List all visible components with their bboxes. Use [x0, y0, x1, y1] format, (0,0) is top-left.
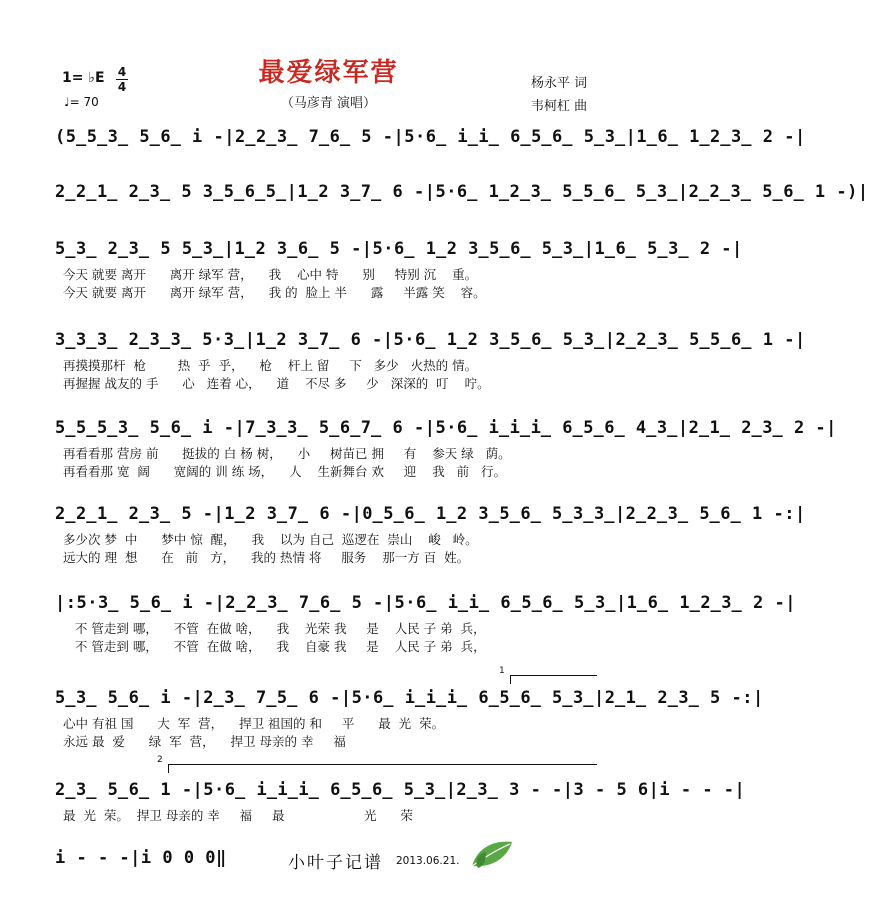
lyric-verse-2: 再握握 战友的 手 心 连着 心， 道 不尽 多 少 深深的 叮 咛。: [63, 376, 490, 391]
volta-bracket-2: 2: [168, 764, 597, 773]
notation-line: 5̲3̲ 5̲6̲ i -|2̲3̲ 7̲5̲ 6 -|5·6̲ i̲i̲i̲ 6̲5̲6̲ 5̲3̲|2̲1̲ 2̲3̲ 5 -:|: [55, 688, 764, 708]
score-row-2: [55, 182, 869, 242]
tempo-marking: ♩= 70: [64, 95, 99, 109]
notation-line: 2̲2̲1̲ 2̲3̲ 5 3̲5̲6̲5̲|1̲2 3̲7̲ 6 -|5·6̲ 1̲2̲3̲ 5̲5̲6̲ 5̲3̲|2̲2̲3̲ 5̲6̲ 1 -)|: [55, 182, 869, 202]
score-row-7: [55, 593, 796, 654]
score-row-8: [55, 688, 764, 749]
lyric-verse-1: 不 管走到 哪， 不管 在做 啥， 我 光荣 我 是 人民 子 弟 兵，: [63, 621, 486, 636]
score-row-9: [55, 780, 746, 840]
lyric-verse-2: 不 管走到 哪， 不管 在做 啥， 我 自豪 我 是 人民 子 弟 兵，: [63, 639, 486, 654]
lyric-verse-2: 今天 就要 离开 离开 绿军 营， 我 的 脸上 半 露 半露 笑 容。: [63, 285, 486, 300]
notation-line: (5̲5̲3̲ 5̲6̲ i -|2̲2̲3̲ 7̲6̲ 5 -|5·6̲ i̲i̲ 6̲5̲6̲ 5̲3̲|1̲6̲ 1̲2̲3̲ 2 -|: [55, 127, 806, 147]
lyric-verse-2: 再看看那 宽 阔 宽阔的 训 练 场， 人 生新舞台 欢 迎 我 前 行。: [63, 464, 507, 479]
volta-bracket-1: 1: [510, 675, 597, 684]
notation-line: 2̲3̲ 5̲6̲ 1 -|5·6̲ i̲i̲i̲ 6̲5̲6̲ 5̲3̲|2̲3̲ 3 - -|3 - 5 6|i - - -|: [55, 780, 746, 800]
score-row-4: [55, 330, 806, 391]
score-row-3: [55, 239, 743, 300]
score-row-5: [55, 418, 837, 479]
lyric-verse-2: 远大的 理 想 在 前 方， 我的 热情 将 服务 那一方 百 姓。: [63, 550, 470, 565]
singer-credit: （马彦青 演唱）: [280, 96, 377, 111]
lyric-verse-2: 永远 最 爱 绿 军 营， 捍卫 母亲的 幸 福: [63, 734, 346, 749]
notation-line: 2̲2̲1̲ 2̲3̲ 5 -|1̲2 3̲7̲ 6 -|0̲5̲6̲ 1̲2 3̲5̲6̲ 5̲3̲3̲|2̲2̲3̲ 5̲6̲ 1 -:|: [55, 504, 806, 524]
transcription-date: 2013.06.21.: [396, 855, 460, 867]
notation-line: 5̲5̲5̲3̲ 5̲6̲ i -|7̲3̲3̲ 5̲6̲7̲ 6 -|5·6̲ i̲i̲i̲ 6̲5̲6̲ 4̲3̲|2̲1̲ 2̲3̲ 2 -|: [55, 418, 837, 438]
notation-line: i - - -|i 0 0 0‖: [55, 848, 227, 868]
composer-credit: 韦柯杠 曲: [531, 99, 588, 114]
lyric-verse-1: 最 光 荣。 捍卫 母亲的 幸 福 最 光 荣: [63, 808, 413, 823]
lyricist-credit: 杨永平 词: [531, 76, 588, 91]
lyric-verse-1: 今天 就要 离开 离开 绿军 营， 我 心中 特 别 特别 沉 重。: [63, 267, 478, 282]
score-row-1: [55, 127, 806, 187]
song-title: 最爱绿军营: [258, 58, 399, 88]
lyric-verse-1: 多少次 梦 中 梦中 惊 醒， 我 以为 自己 巡逻在 崇山 峻 岭。: [63, 532, 478, 547]
lyric-verse-1: 再摸摸那杆 枪 热 乎 乎， 枪 杆上 留 下 多少 火热的 情。: [63, 358, 478, 373]
notation-line: 3̲3̲3̲ 2̲3̲3̲ 5·3̲|1̲2 3̲7̲ 6 -|5·6̲ 1̲2 3̲5̲6̲ 5̲3̲|2̲2̲3̲ 5̲5̲6̲ 1 -|: [55, 330, 806, 350]
transcriber-signature: 小叶子记谱: [288, 853, 383, 873]
notation-line: 5̲3̲ 2̲3̲ 5 5̲3̲|1̲2 3̲6̲ 5 -|5·6̲ 1̲2 3̲5̲6̲ 5̲3̲|1̲6̲ 5̲3̲ 2 -|: [55, 239, 743, 259]
score-row-6: [55, 504, 806, 565]
score-row-10: [55, 848, 255, 908]
time-signature: 4 4: [117, 65, 127, 94]
lyric-verse-1: 心中 有祖 国 大 军 营， 捍卫 祖国的 和 平 最 光 荣。: [63, 716, 445, 731]
notation-line: |:5·3̲ 5̲6̲ i -|2̲2̲3̲ 7̲6̲ 5 -|5·6̲ i̲i̲ 6̲5̲6̲ 5̲3̲|1̲6̲ 1̲2̲3̲ 2 -|: [55, 593, 796, 613]
lyric-verse-1: 再看看那 营房 前 挺拔的 白 杨 树， 小 树苗已 拥 有 参天 绿 荫。: [63, 446, 511, 461]
key-signature: 1= ♭E: [62, 70, 105, 86]
tea-leaf-icon: [468, 836, 516, 872]
